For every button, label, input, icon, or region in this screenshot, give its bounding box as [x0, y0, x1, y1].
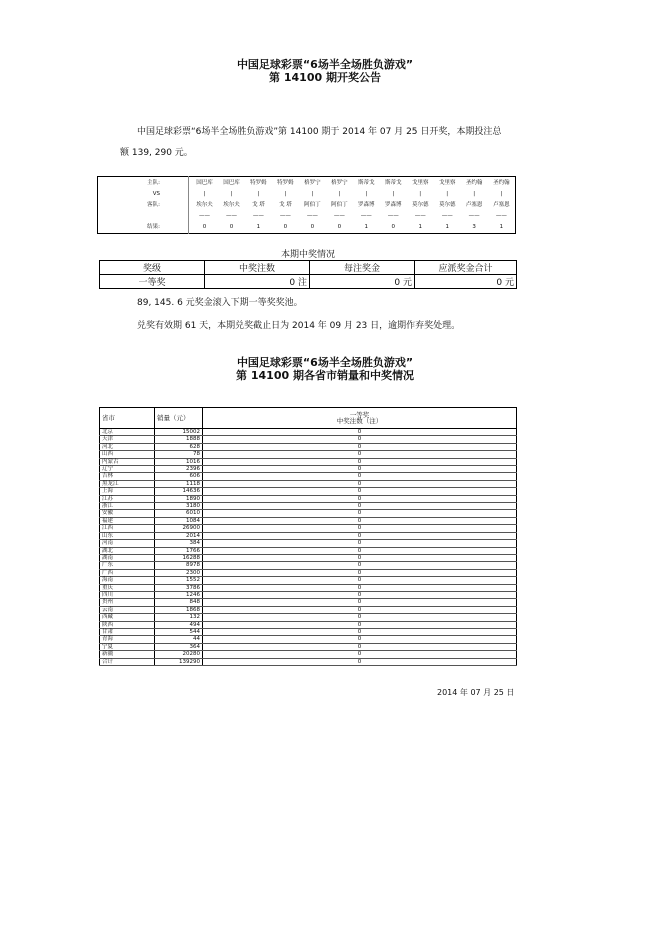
province-row — [100, 458, 517, 465]
away-team: 卢塞恩 — [465, 201, 483, 208]
province-first-prize: 0 — [203, 591, 517, 598]
province-row — [100, 436, 517, 443]
province-name: 四川 — [100, 591, 155, 598]
vs-mark: | — [365, 190, 368, 197]
dash-mark: —— — [387, 213, 399, 220]
province-sales: 364 — [155, 643, 203, 650]
home-team: 戈里察 — [411, 179, 429, 186]
home-team: 圣约翰 — [493, 179, 510, 186]
province-name: 西藏 — [100, 614, 155, 621]
first-prize-subtitle: 中奖注数（注） — [336, 417, 383, 425]
prize-count: 0 注 — [205, 275, 310, 289]
vs-mark: | — [230, 190, 233, 197]
province-first-prize: 0 — [203, 540, 517, 547]
province-sales: 1766 — [155, 547, 203, 554]
vs-mark: | — [203, 190, 206, 197]
province-first-prize: 0 — [203, 480, 517, 487]
home-team: 特罗姆 — [250, 179, 267, 186]
province-sales: 494 — [155, 621, 203, 628]
province-first-prize: 0 — [203, 495, 517, 502]
province-row — [100, 443, 517, 450]
province-first-prize: 0 — [203, 643, 517, 650]
province-sales: 26900 — [155, 525, 203, 532]
province-first-prize: 0 — [203, 599, 517, 606]
province-row — [100, 547, 517, 554]
province-sales: 44 — [155, 636, 203, 643]
dash-mark: —— — [279, 213, 291, 220]
province-first-prize: 0 — [203, 651, 517, 658]
province-sales: 14636 — [155, 488, 203, 495]
province-sales: 1016 — [155, 458, 203, 465]
province-name: 福建 — [100, 517, 155, 524]
home-team: 斯蒂戈 — [358, 179, 375, 186]
away-team: 埃尔夫 — [196, 201, 213, 208]
away-team: 莫尔德 — [438, 201, 456, 208]
home-label: 主队: — [147, 179, 160, 186]
away-team: 埃尔夫 — [223, 201, 240, 208]
prize-header-count: 中奖注数 — [205, 261, 310, 275]
province-name: 浙江 — [100, 503, 155, 510]
province-first-prize: 0 — [203, 562, 517, 569]
province-sales: 3180 — [155, 503, 203, 510]
match-result: 0 — [229, 224, 234, 231]
match-result: 1 — [499, 224, 504, 231]
province-name: 黑龙江 — [100, 480, 155, 487]
province-first-prize: 0 — [203, 584, 517, 591]
first-prize-header — [203, 408, 517, 429]
province-sales: 1246 — [155, 591, 203, 598]
intro-line-1: 中国足球彩票“6场半全场胜负游戏”第 14100 期于 2014 年 07 月 25 日开奖，本期投注总 — [137, 127, 502, 137]
sales-header: 销量（元） — [155, 408, 203, 429]
province-rows — [100, 429, 517, 666]
province-name: 内蒙古 — [100, 458, 155, 465]
province-name: 江西 — [100, 525, 155, 532]
province-name: 重庆 — [100, 584, 155, 591]
province-row — [100, 466, 517, 473]
match-result: 0 — [337, 224, 342, 231]
vs-mark: | — [338, 190, 341, 197]
province-sales: 1868 — [155, 606, 203, 613]
matches-table — [97, 176, 516, 234]
province-sales: 15002 — [155, 429, 203, 436]
dash-mark: —— — [441, 213, 453, 220]
away-label: 客队: — [147, 201, 160, 208]
province-first-prize: 0 — [203, 577, 517, 584]
province-row — [100, 510, 517, 517]
province-sales: 2014 — [155, 532, 203, 539]
province-sales: 6010 — [155, 510, 203, 517]
province-row — [100, 517, 517, 524]
dash-mark: —— — [252, 213, 264, 220]
province-row — [100, 577, 517, 584]
province-first-prize: 0 — [203, 636, 517, 643]
province-row — [100, 584, 517, 591]
vs-mark: | — [284, 190, 287, 197]
province-name: 山东 — [100, 532, 155, 539]
prize-table — [99, 260, 517, 289]
match-result: 1 — [364, 224, 369, 231]
province-row — [100, 451, 517, 458]
first-prize-title: 一等奖 — [349, 410, 370, 419]
dash-mark: —— — [468, 213, 480, 220]
province-name: 北京 — [100, 429, 155, 436]
province-first-prize: 0 — [203, 547, 517, 554]
province-row — [100, 599, 517, 606]
home-team: 圣约翰 — [465, 179, 483, 186]
province-sales: 1888 — [155, 436, 203, 443]
prize-header-amount: 每注奖金 — [310, 261, 415, 275]
vs-mark: | — [419, 190, 422, 197]
province-row — [100, 643, 517, 650]
match-result: 1 — [445, 224, 449, 231]
province-row — [100, 591, 517, 598]
rollover-note: 89, 145. 6 元奖金滚入下期一等奖奖池。 — [137, 298, 303, 308]
province-sales-table — [99, 407, 517, 666]
province-sales: 139290 — [155, 658, 203, 665]
province-row — [100, 658, 517, 665]
away-team: 阿伯丁 — [304, 201, 321, 208]
province-name: 山西 — [100, 451, 155, 458]
province-row — [100, 562, 517, 569]
match-result: 1 — [256, 224, 261, 231]
province-sales: 544 — [155, 628, 203, 635]
province-first-prize: 0 — [203, 606, 517, 613]
home-team: 戈里察 — [438, 179, 456, 186]
province-sales: 628 — [155, 443, 203, 450]
province-row — [100, 473, 517, 480]
province-name: 贵州 — [100, 599, 155, 606]
province-first-prize: 0 — [203, 658, 517, 665]
away-team: 罗森博 — [358, 201, 375, 208]
province-sales: 384 — [155, 540, 203, 547]
result-label: 结果: — [147, 224, 160, 231]
dash-mark: —— — [414, 213, 426, 220]
province-name: 河南 — [100, 540, 155, 547]
province-sales: 1084 — [155, 517, 203, 524]
dash-mark: —— — [198, 213, 210, 220]
province-sales: 606 — [155, 473, 203, 480]
vs-mark: | — [392, 190, 395, 197]
province-first-prize: 0 — [203, 569, 517, 576]
away-team: 罗森博 — [385, 201, 402, 208]
province-row — [100, 606, 517, 613]
province-name: 云南 — [100, 606, 155, 613]
province-row — [100, 554, 517, 561]
province-name: 湖南 — [100, 554, 155, 561]
province-row — [100, 480, 517, 487]
province-first-prize: 0 — [203, 488, 517, 495]
home-team: 格罗宁 — [304, 179, 321, 186]
province-row — [100, 636, 517, 643]
province-sales: 2396 — [155, 466, 203, 473]
province-first-prize: 0 — [203, 525, 517, 532]
province-row — [100, 614, 517, 621]
away-team: 戈 塔 — [279, 201, 292, 208]
province-sales: 8978 — [155, 562, 203, 569]
vs-mark: | — [257, 190, 260, 197]
province-first-prize: 0 — [203, 532, 517, 539]
province-first-prize: 0 — [203, 458, 517, 465]
province-first-prize: 0 — [203, 517, 517, 524]
province-name: 安徽 — [100, 510, 155, 517]
province-sales: 20280 — [155, 651, 203, 658]
home-team: 国巴库 — [196, 179, 213, 186]
province-first-prize: 0 — [203, 443, 517, 450]
sales-date: 2014 年 07 月 25 日 — [437, 688, 515, 697]
province-name: 广东 — [100, 562, 155, 569]
province-name: 广西 — [100, 569, 155, 576]
province-sales: 1890 — [155, 495, 203, 502]
home-team: 格罗宁 — [331, 179, 348, 186]
province-first-prize: 0 — [203, 621, 517, 628]
province-row — [100, 651, 517, 658]
province-sales: 848 — [155, 599, 203, 606]
province-first-prize: 0 — [203, 628, 517, 635]
province-row — [100, 628, 517, 635]
match-result: 1 — [418, 224, 422, 231]
province-sales: 1118 — [155, 480, 203, 487]
province-first-prize: 0 — [203, 510, 517, 517]
away-team: 卢塞恩 — [493, 201, 510, 208]
vs-mark: | — [473, 190, 476, 197]
dash-mark: —— — [333, 213, 345, 220]
province-row — [100, 495, 517, 502]
province-header: 省市 — [100, 408, 155, 429]
match-result: 0 — [202, 224, 207, 231]
province-name: 青海 — [100, 636, 155, 643]
vs-mark: | — [500, 190, 503, 197]
home-team: 国巴库 — [223, 179, 240, 186]
province-name: 宁夏 — [100, 643, 155, 650]
away-team: 阿伯丁 — [331, 201, 348, 208]
home-team: 斯蒂戈 — [385, 179, 402, 186]
province-name: 甘肃 — [100, 628, 155, 635]
dash-mark: —— — [306, 213, 318, 220]
vs-mark: | — [311, 190, 314, 197]
province-name: 辽宁 — [100, 466, 155, 473]
province-sales: 2300 — [155, 569, 203, 576]
province-name: 湖北 — [100, 547, 155, 554]
province-sales: 78 — [155, 451, 203, 458]
match-result: 0 — [391, 224, 396, 231]
province-name: 上海 — [100, 488, 155, 495]
province-first-prize: 0 — [203, 429, 517, 436]
validity-note: 兑奖有效期 61 天，本期兑奖截止日为 2014 年 09 月 23 日，逾期作弃奖处理。 — [137, 321, 461, 331]
prize-total: 0 元 — [415, 275, 517, 289]
province-name: 陕西 — [100, 621, 155, 628]
province-name: 海南 — [100, 577, 155, 584]
dash-mark: —— — [495, 213, 507, 220]
prize-header-level: 奖级 — [100, 261, 205, 275]
province-first-prize: 0 — [203, 436, 517, 443]
match-result: 3 — [472, 224, 476, 231]
province-name: 河北 — [100, 443, 155, 450]
announcement-title: 中国足球彩票“6场半全场胜负游戏” — [236, 58, 414, 71]
prize-amount: 0 元 — [310, 275, 415, 289]
vs-mark: | — [446, 190, 449, 197]
province-name: 吉林 — [100, 473, 155, 480]
sales-title: 中国足球彩票“6场半全场胜负游戏” — [236, 356, 414, 369]
intro-line-2: 额 139, 290 元。 — [120, 148, 193, 158]
province-row — [100, 540, 517, 547]
province-row — [100, 429, 517, 436]
province-row — [100, 525, 517, 532]
prize-level: 一等奖 — [100, 275, 205, 289]
match-result: 0 — [283, 224, 288, 231]
sales-subtitle: 第 14100 期各省市销量和中奖情况 — [236, 369, 414, 382]
prize-header-total: 应派奖金合计 — [415, 261, 517, 275]
match-result: 0 — [310, 224, 315, 231]
province-row — [100, 488, 517, 495]
away-team: 莫尔德 — [411, 201, 429, 208]
dash-spacer — [98, 211, 189, 222]
province-sales: 132 — [155, 614, 203, 621]
province-first-prize: 0 — [203, 554, 517, 561]
vs-label: VS — [152, 190, 160, 197]
province-first-prize: 0 — [203, 473, 517, 480]
province-name: 天津 — [100, 436, 155, 443]
prize-section-title: 本期中奖情况 — [280, 250, 335, 260]
province-first-prize: 0 — [203, 503, 517, 510]
away-team: 戈 塔 — [252, 201, 265, 208]
province-name: 合计 — [100, 658, 155, 665]
province-sales: 1552 — [155, 577, 203, 584]
province-first-prize: 0 — [203, 451, 517, 458]
province-row — [100, 621, 517, 628]
province-first-prize: 0 — [203, 466, 517, 473]
home-team: 特罗姆 — [277, 179, 294, 186]
province-name: 江苏 — [100, 495, 155, 502]
province-row — [100, 569, 517, 576]
dash-mark: —— — [360, 213, 372, 220]
announcement-subtitle: 第 14100 期开奖公告 — [269, 71, 381, 84]
dash-mark: —— — [225, 213, 237, 220]
province-first-prize: 0 — [203, 614, 517, 621]
province-sales: 3786 — [155, 584, 203, 591]
province-name: 新疆 — [100, 651, 155, 658]
province-row — [100, 503, 517, 510]
province-row — [100, 532, 517, 539]
province-sales: 16288 — [155, 554, 203, 561]
